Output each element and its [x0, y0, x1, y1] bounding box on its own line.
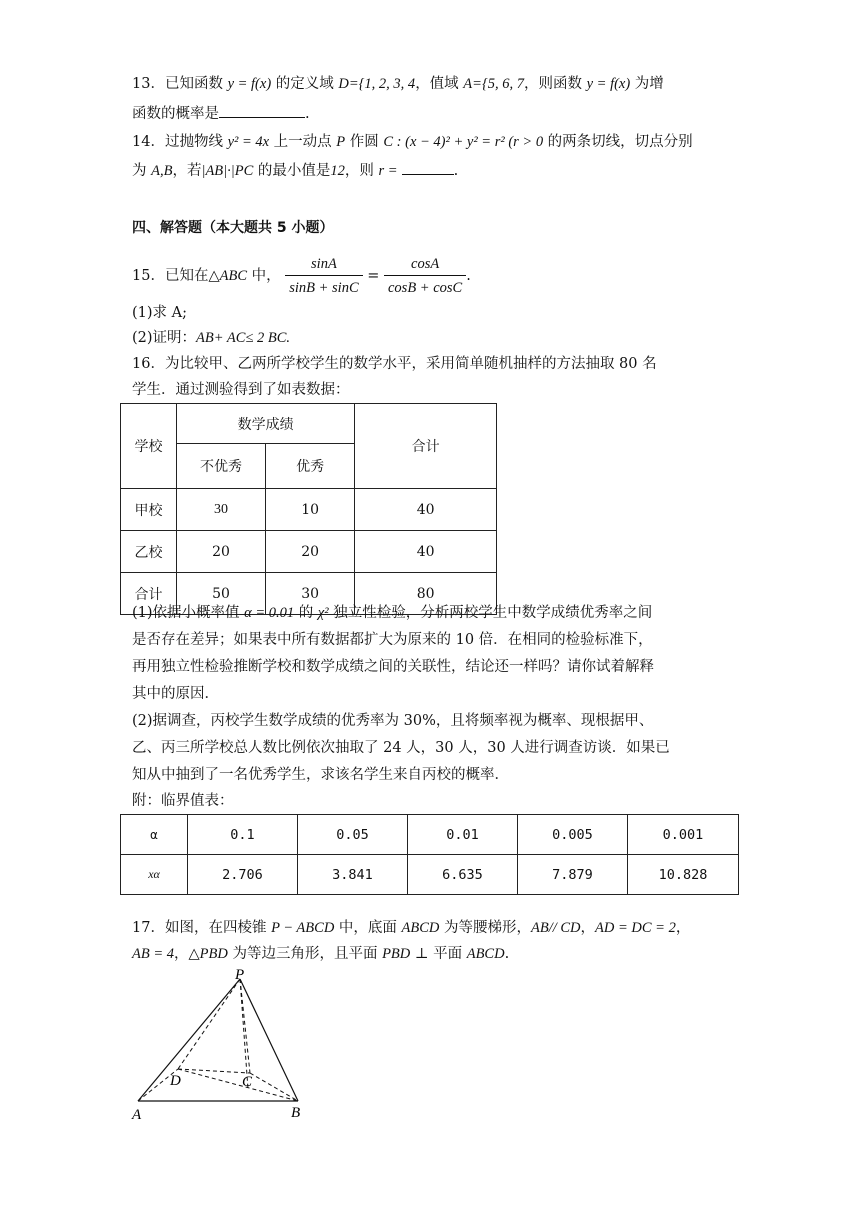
header-school: 学校 — [121, 404, 177, 489]
alpha-value: α = 0.01 — [244, 605, 295, 621]
q15-line1 — [132, 254, 471, 298]
x-alpha-header: xα — [121, 855, 188, 895]
alpha-header: α — [121, 815, 188, 855]
q14-text-8: ，则 — [344, 163, 379, 179]
cell: 7.879 — [518, 855, 628, 895]
cell: 0.05 — [298, 815, 408, 855]
q17-base: ABCD — [401, 920, 440, 936]
fraction-numerator: sinA — [285, 254, 362, 276]
chi-square: χ² — [317, 605, 329, 621]
q14-text-7: 的最小值是 — [253, 163, 331, 179]
q15-fraction-2 — [384, 254, 466, 298]
label-d: D — [170, 1073, 181, 1089]
header-excellent: 优秀 — [266, 444, 355, 489]
edge-db — [178, 1069, 298, 1101]
cell: 30 — [176, 489, 265, 531]
q14-circle: C : (x − 4)² + y² = r² (r > 0 — [383, 134, 544, 150]
header-total: 合计 — [355, 404, 497, 489]
q16-p2-line1: (2)据调查，丙校学生数学成绩的优秀率为 30%，且将频率视为概率、现根据甲、 — [132, 713, 654, 729]
q14-text: 14．过抛物线 — [132, 134, 228, 150]
edge-dc — [178, 1069, 250, 1073]
q17-pbd-2: PBD — [382, 946, 411, 962]
edge-pd — [178, 979, 240, 1069]
header-score: 数学成绩 — [176, 404, 354, 444]
q13-text-2: 的定义域 — [271, 76, 339, 92]
q17-parallel: AB// CD — [530, 920, 581, 936]
q17-text-3: 为等腰梯形， — [439, 920, 531, 936]
q16-p1-line4: 其中的原因． — [132, 686, 219, 702]
q16-p1-line1 — [132, 603, 652, 623]
q14-line1 — [132, 132, 693, 152]
q14-end: . — [453, 163, 459, 179]
q17-text-5: ， — [675, 920, 691, 936]
q14-text-2: 上一动点 — [269, 134, 337, 150]
row-name: 甲校 — [121, 489, 177, 531]
q16-text-3: 独立性检验，分析两校学生中数学成绩优秀率之间 — [328, 605, 653, 621]
cell: 40 — [355, 531, 497, 573]
q17-text: 17．如图，在四棱锥 — [132, 920, 272, 936]
cell: 40 — [355, 489, 497, 531]
answer-blank-2[interactable] — [402, 160, 454, 175]
table-row — [121, 855, 739, 895]
q15-part1: (1)求 A; — [132, 305, 188, 321]
q15-triangle: ABC — [219, 268, 247, 284]
q17-end: . — [504, 946, 510, 962]
cell: 80 — [355, 573, 497, 615]
edge-pa — [138, 979, 240, 1101]
table-row — [121, 531, 497, 573]
q14-points: A,B — [151, 163, 173, 179]
critical-value-table — [120, 814, 739, 895]
q14-r: r = — [378, 163, 398, 179]
appendix-label: 附：临界值表： — [132, 793, 234, 809]
cell: 20 — [266, 531, 355, 573]
q16-p1-line2: 是否存在差异；如果表中所有数据都扩大为原来的 10 倍．在相同的检验标准下， — [132, 632, 653, 648]
q17-line1 — [132, 918, 690, 938]
q13-domain: D={1, 2, 3, 4 — [338, 76, 416, 92]
q13-text: 13．已知函数 — [132, 76, 228, 92]
fraction-denominator: sinB + sinC — [289, 280, 359, 296]
q17-text-7: 为等边三角形，且平面 — [227, 946, 383, 962]
q16-p1-line3: 再用独立性检验推断学校和数学成绩之间的关联性，结论还一样吗？请你试着解释 — [132, 659, 654, 675]
cell: 0.005 — [518, 815, 628, 855]
q14-min-value: 12 — [330, 163, 345, 179]
q16-p2-line2: 乙、丙三所学校总人数比例依次抽取了 24 人，30 人，30 人进行调查访谈．如果已 — [132, 740, 670, 756]
q13-text-4: ，则函数 — [524, 76, 587, 92]
q15-end: . — [466, 268, 471, 284]
label-c: C — [242, 1074, 253, 1090]
label-b: B — [291, 1105, 301, 1121]
cell: 3.841 — [298, 855, 408, 895]
q14-text-4: 的两条切线，切点分别 — [543, 134, 693, 150]
q13-line1 — [132, 74, 664, 94]
q14-line2 — [132, 160, 458, 181]
q16-text-2: 的 — [294, 605, 318, 621]
cell: 20 — [176, 531, 265, 573]
q13-line2 — [132, 103, 310, 124]
q14-text-3: 作圆 — [345, 134, 384, 150]
q17-eq1: AD = DC = 2 — [595, 920, 676, 936]
q16-line1: 16．为比较甲、乙两所学校学生的数学水平，采用简单随机抽样的方法抽取 80 名 — [132, 356, 657, 372]
table-row — [121, 489, 497, 531]
label-a: A — [132, 1107, 142, 1123]
q13-text-5: 为增 — [630, 76, 664, 92]
q15-text-2: 中， — [247, 268, 281, 284]
cell: 10 — [266, 489, 355, 531]
cell: 0.01 — [408, 815, 518, 855]
q14-expr: |AB|·|PC — [201, 163, 254, 179]
fraction-numerator-2: cosA — [384, 254, 466, 276]
row-name: 合计 — [121, 573, 177, 615]
cell: 10.828 — [628, 855, 739, 895]
q13-end: . — [305, 106, 310, 122]
section-heading: 四、解答题（本大题共 5 小题） — [132, 220, 334, 236]
answer-blank[interactable] — [219, 103, 305, 118]
q14-text-6: ，若 — [172, 163, 202, 179]
q15-text: 15．已知在△ — [132, 268, 220, 284]
table-row — [121, 815, 739, 855]
q17-text-2: 中，底面 — [334, 920, 402, 936]
q16-text: (1)依据小概率值 — [132, 605, 245, 621]
header-not-excellent: 不优秀 — [176, 444, 265, 489]
q17-pbd: PBD — [199, 946, 228, 962]
q17-text-6: ，△ — [174, 946, 200, 962]
equals-sign: = — [362, 268, 384, 284]
q14-text-5: 为 — [132, 163, 152, 179]
q14-parabola: y² = 4x — [227, 134, 270, 150]
fraction-denominator-2: cosB + cosC — [388, 280, 463, 296]
q16-p2-line3: 知从中抽到了一名优秀学生，求该名学生来自丙校的概率． — [132, 767, 509, 783]
cell: 2.706 — [188, 855, 298, 895]
cell: 50 — [176, 573, 265, 615]
q13-func: y = f(x) — [227, 76, 272, 92]
pyramid-figure — [125, 965, 325, 1125]
cell: 30 — [266, 573, 355, 615]
q17-eq2: AB = 4 — [132, 946, 174, 962]
cell: 6.635 — [408, 855, 518, 895]
row-name: 乙校 — [121, 531, 177, 573]
label-p: P — [235, 967, 245, 983]
q16-line2: 学生．通过测验得到了如表数据： — [132, 382, 350, 398]
q13-range: A={5, 6, 7 — [463, 76, 524, 92]
q13-func-2: y = f(x) — [586, 76, 631, 92]
q15-part2 — [132, 328, 290, 348]
q15-part2-text: (2)证明： — [132, 330, 197, 346]
q15-part2-expr: AB+ AC≤ 2 BC. — [196, 330, 291, 346]
q17-text-8: ⊥ 平面 — [410, 946, 467, 962]
q15-fraction-1 — [285, 254, 362, 298]
q17-abcd: ABCD — [466, 946, 505, 962]
q13-line2-text: 函数的概率是 — [132, 106, 219, 122]
cell: 0.001 — [628, 815, 739, 855]
score-table — [120, 403, 497, 615]
cell: 0.1 — [188, 815, 298, 855]
q17-pyramid: P − ABCD — [271, 920, 335, 936]
q17-line2 — [132, 944, 509, 964]
q13-text-3: ，值域 — [415, 76, 464, 92]
q14-point: P — [336, 134, 346, 150]
q17-text-4: ， — [580, 920, 596, 936]
